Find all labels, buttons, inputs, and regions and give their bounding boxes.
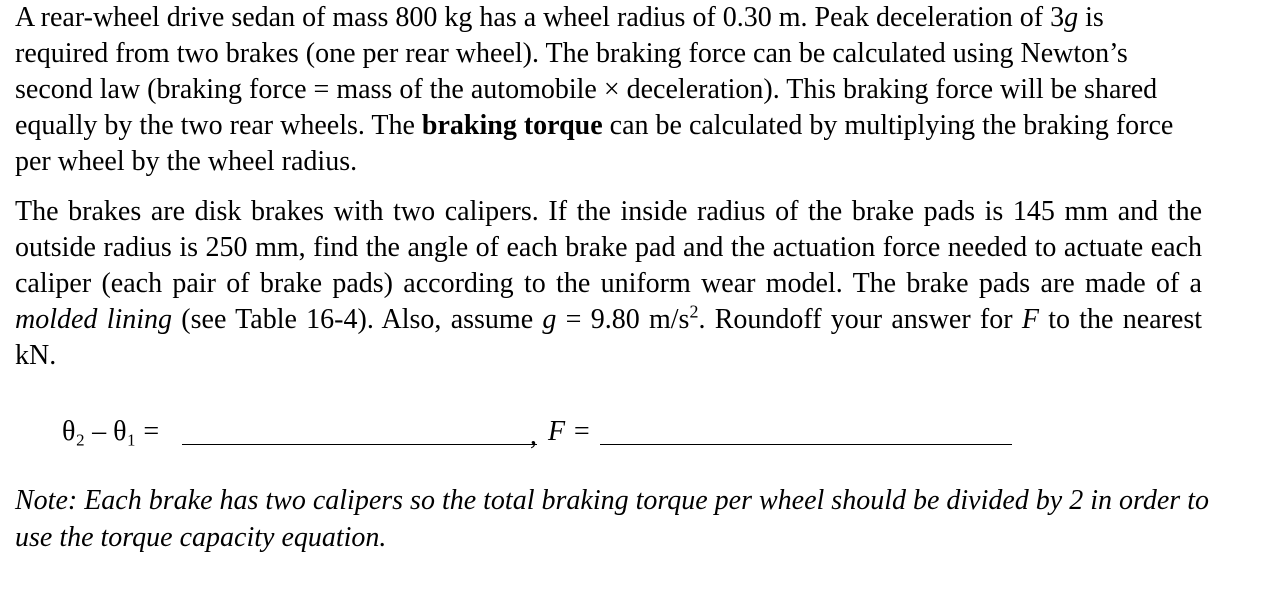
p2-text-part2: (see Table 16-4). Also, assume: [172, 304, 543, 335]
molded-lining-term: molded lining: [15, 304, 173, 335]
answer-row: [62, 414, 1022, 454]
g-symbol: g: [1064, 2, 1079, 33]
p1-text-part2: is required from two brakes (one per rear wheel). The braking force can be calculated using Newton’s second law (braking force = mass of the automobile × deceleration). This braking force will be shared equally by the two rear wheels. The: [15, 2, 1158, 141]
p2-text-part3: = 9.80 m/s: [556, 304, 690, 335]
braking-torque-term: braking torque: [421, 110, 603, 141]
p2-text-part4: . Roundoff your answer for: [698, 304, 1022, 335]
p2-text-part5: to the nearest kN.: [15, 304, 1203, 371]
problem-paragraph-2: [15, 194, 1202, 374]
p2-text-part1: The brakes are disk brakes with two calipers. If the inside radius of the brake pads is 145 mm and the outside radius is 250 mm, find the angle of each brake pad and the actuation force needed to actuate each caliper (each pair of brake pads) according to the uniform wear model. The brake pads are made of a: [15, 196, 1202, 299]
problem-paragraph-1: [15, 0, 1202, 180]
theta-difference-label: θ₂ – θ₁ =: [62, 416, 160, 447]
p1-text-part1: A rear-wheel drive sedan of mass 800 kg has a wheel radius of 0.30 m. Peak deceleration of 3: [15, 2, 1065, 33]
force-answer-blank[interactable]: [600, 444, 1012, 445]
force-symbol: F: [1021, 304, 1039, 335]
force-label: F =: [548, 416, 591, 447]
theta-answer-blank[interactable]: [182, 444, 537, 445]
p1-text-part3: can be calculated by multiplying the braking force per wheel by the wheel radius.: [15, 110, 1174, 177]
answer-separator: ,: [530, 420, 537, 451]
exponent: 2: [689, 301, 699, 322]
g-symbol: g: [542, 304, 557, 335]
note-text: Note: Each brake has two calipers so the total braking torque per wheel should be divided by 2 in order to use the torque capacity equation.: [15, 485, 1209, 553]
